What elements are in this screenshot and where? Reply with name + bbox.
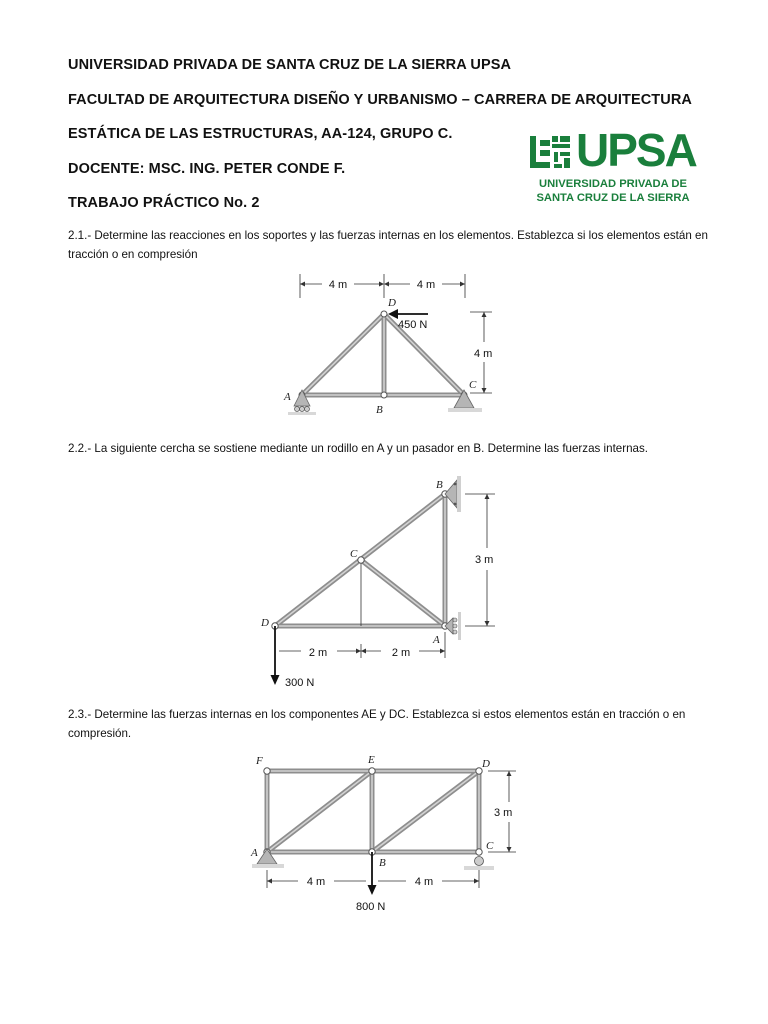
truss-members bbox=[302, 314, 464, 395]
dimension-lines bbox=[300, 274, 492, 393]
truss-figure-2-1 bbox=[270, 270, 510, 420]
upsa-logo bbox=[526, 124, 696, 208]
dim-height: 3 m bbox=[494, 807, 513, 819]
truss-figure-2-2 bbox=[255, 472, 515, 692]
dim-span-2: 4 m bbox=[414, 876, 434, 888]
load-arrow bbox=[368, 852, 377, 895]
logo-wordmark: UPSA bbox=[576, 124, 696, 176]
dim-span-1: 4 m bbox=[306, 876, 326, 888]
dim-span-1: 4 m bbox=[328, 279, 348, 291]
node-label-b: B bbox=[379, 857, 386, 869]
problem-2-1-text: 2.1.- Determine las reacciones en los soportes y las fuerzas internas en los elementos. Establezca si los elementos están en tracción o en compresión bbox=[68, 229, 708, 261]
node-label-a: A bbox=[251, 847, 258, 859]
dim-span-2: 2 m bbox=[391, 647, 411, 659]
logo-subtitle-line1: UNIVERSIDAD PRIVADA DE bbox=[539, 178, 687, 190]
load-value: 450 N bbox=[398, 319, 428, 331]
node-label-d: D bbox=[388, 297, 396, 309]
dim-span-1: 2 m bbox=[308, 647, 328, 659]
node-label-a: A bbox=[284, 391, 291, 403]
truss-members bbox=[267, 771, 479, 852]
dim-span-2: 4 m bbox=[416, 279, 436, 291]
node-label-e: E bbox=[368, 754, 375, 766]
problem-2-3-text: 2.3.- Determine las fuerzas internas en los componentes AE y DC. Establezca si estos elementos están en tracción o en compresión. bbox=[68, 708, 686, 740]
truss-figure-2-3 bbox=[248, 752, 538, 914]
node-label-d: D bbox=[482, 758, 490, 770]
university-title: UNIVERSIDAD PRIVADA DE SANTA CRUZ DE LA SIERRA UPSA bbox=[68, 57, 512, 73]
node-label-d: D bbox=[261, 617, 269, 629]
node-label-b: B bbox=[376, 404, 383, 416]
load-arrow bbox=[388, 309, 428, 319]
roller-support-c bbox=[464, 857, 494, 871]
faculty-title: FACULTAD DE ARQUITECTURA DISEÑO Y URBANISMO – CARRERA DE ARQUITECTURA bbox=[68, 92, 692, 108]
assignment-title: TRABAJO PRÁCTICO No. 2 bbox=[68, 195, 260, 211]
dim-height: 4 m bbox=[474, 348, 493, 360]
dim-height: 3 m bbox=[475, 554, 494, 566]
load-value: 800 N bbox=[356, 901, 386, 913]
node-label-c: C bbox=[469, 379, 477, 391]
teacher-name: DOCENTE: MSC. ING. PETER CONDE F. bbox=[68, 161, 346, 177]
logo-subtitle-line2: SANTA CRUZ DE LA SIERRA bbox=[536, 192, 690, 204]
problem-2-2-text: 2.2.- La siguiente cercha se sostiene mediante un rodillo en A y un pasador en B. Determine las fuerzas internas. bbox=[68, 442, 649, 455]
load-value: 300 N bbox=[285, 677, 315, 689]
node-label-f: F bbox=[256, 755, 263, 767]
node-label-c: C bbox=[350, 548, 358, 560]
node-label-b: B bbox=[436, 479, 443, 491]
course-title: ESTÁTICA DE LAS ESTRUCTURAS, AA-124, GRUPO C. bbox=[68, 126, 453, 142]
node-label-c: C bbox=[486, 840, 494, 852]
node-label-a: A bbox=[433, 634, 440, 646]
upsa-emblem-icon bbox=[528, 132, 574, 172]
load-arrow bbox=[271, 626, 280, 685]
